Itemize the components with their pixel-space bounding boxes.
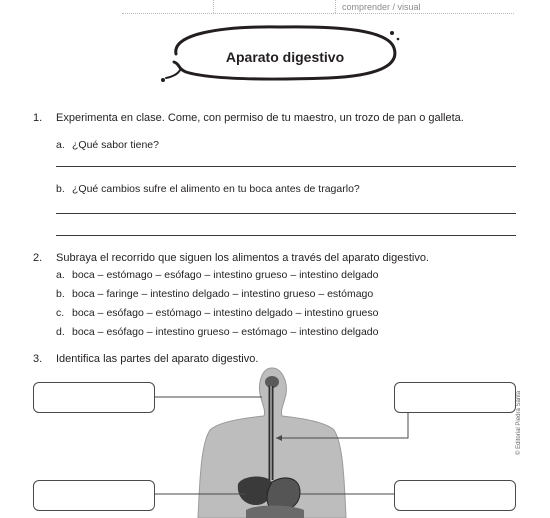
label-box-stomach[interactable] [394,480,516,511]
question-2 [0,252,550,266]
question-number: 1. [33,112,43,124]
question-text: Experimenta en clase. Come, con permiso de tu maestro, un trozo de pan o galleta. [56,112,464,124]
option-c[interactable] [56,307,378,319]
question-1b [56,183,360,195]
item-text: ¿Qué cambios sufre el alimento en tu boca antes de tragarlo? [72,183,360,195]
item-letter: b. [56,183,65,195]
item-text: ¿Qué sabor tiene? [72,139,159,151]
question-number: 2. [33,252,43,264]
page-title: Aparato digestivo [225,49,345,65]
option-text: boca – esófago – intestino grueso – estómago – intestino delgado [72,326,379,338]
item-letter: a. [56,139,65,151]
option-text: boca – faringe – intestino delgado – intestino grueso – estómago [72,288,374,300]
option-letter: b. [56,288,65,300]
publisher-credit: © Editorial Piedra Santa [516,390,522,455]
question-text: Identifica las partes del aparato digestivo. [56,353,259,365]
option-a[interactable] [56,269,378,281]
label-box-esophagus[interactable] [394,382,516,413]
header-divider [335,0,336,13]
label-box-liver[interactable] [33,480,155,511]
answer-line[interactable] [56,235,516,236]
option-d[interactable] [56,326,378,338]
answer-line[interactable] [56,213,516,214]
option-letter: c. [56,307,65,319]
option-letter: d. [56,326,65,338]
header-note: comprender / visual [342,2,421,12]
header-dotted-rule [122,13,514,14]
label-box-mouth[interactable] [33,382,155,413]
question-number: 3. [33,353,43,365]
answer-line[interactable] [56,166,516,167]
option-letter: a. [56,269,65,281]
option-text: boca – estómago – esófago – intestino grueso – intestino delgado [72,269,379,281]
option-text: boca – esófago – estómago – intestino delgado – intestino grueso [72,307,379,319]
header-divider [213,0,214,13]
question-text: Subraya el recorrido que siguen los alimentos a través del aparato digestivo. [56,252,429,264]
question-1 [0,112,550,126]
question-1a [56,139,159,151]
option-b[interactable] [56,288,373,300]
